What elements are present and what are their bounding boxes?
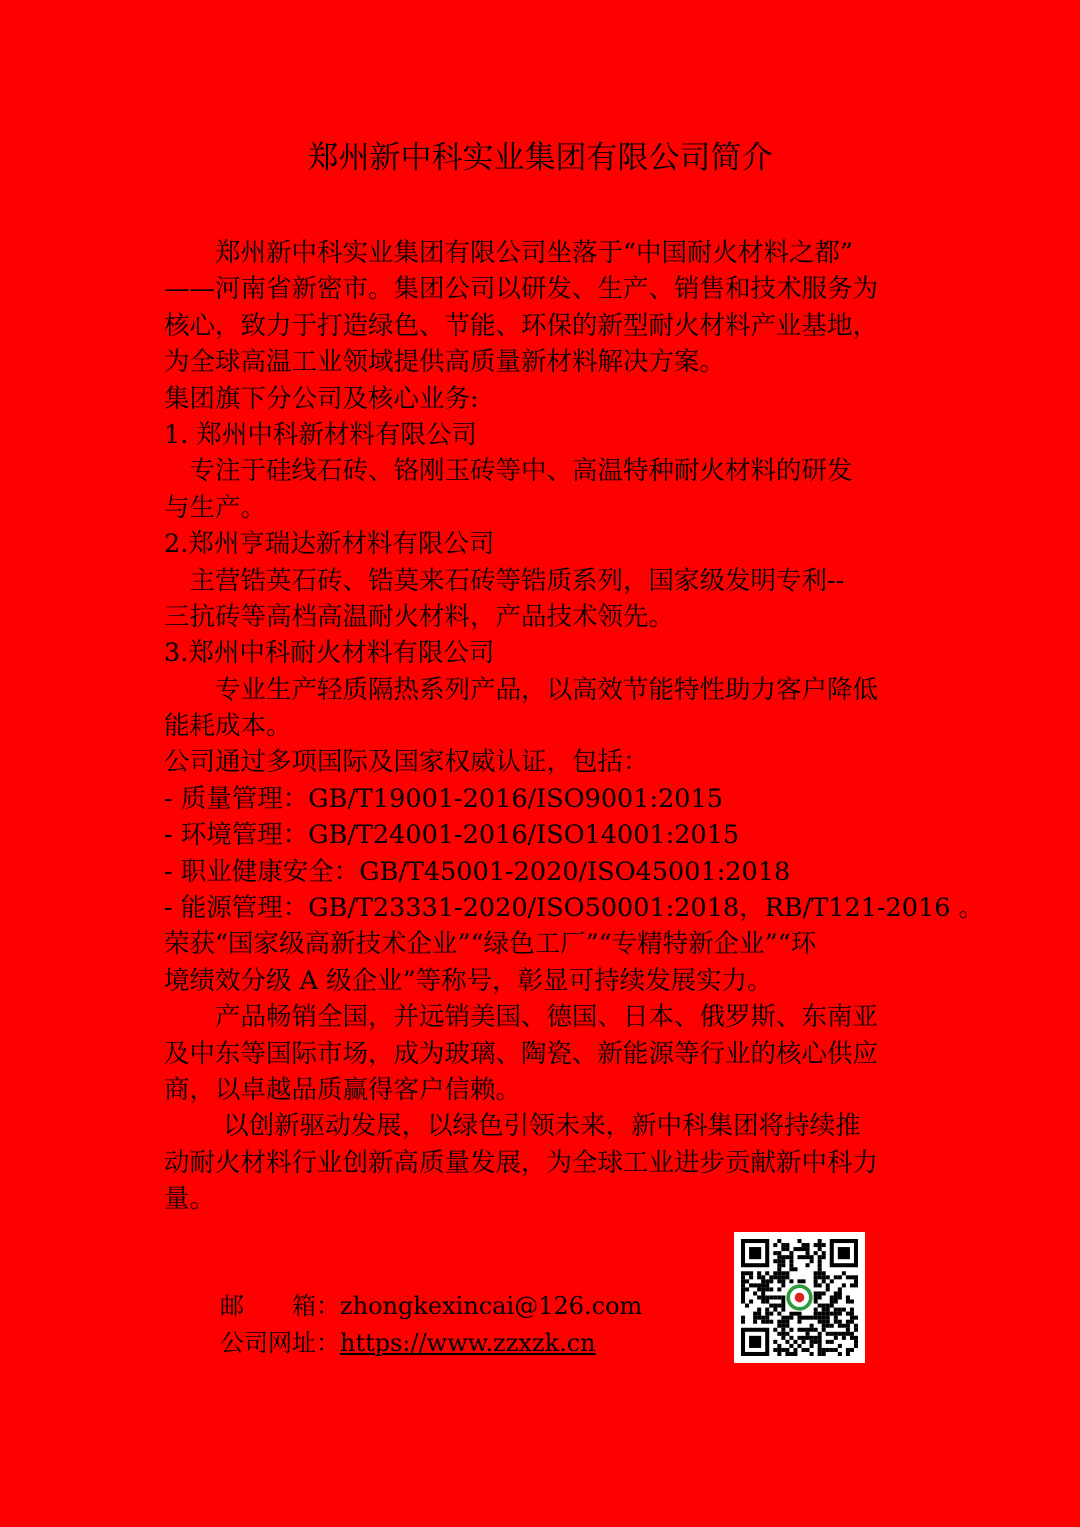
text-line: 三抗砖等高档高温耐火材料，产品技术领先。 bbox=[164, 601, 675, 632]
page-title: 郑州新中科实业集团有限公司简介 bbox=[307, 140, 773, 176]
company-1-heading: 1. 郑州中科新材料有限公司 bbox=[164, 419, 477, 450]
email-link[interactable]: zhongkexincai@126.com bbox=[340, 1292, 643, 1320]
certification-item: - 职业健康安全：GB/T45001-2020/ISO45001:2018 bbox=[164, 856, 791, 887]
certification-item: - 环境管理：GB/T24001-2016/ISO14001:2015 bbox=[164, 820, 740, 851]
intro-body bbox=[164, 235, 985, 1218]
text-line: 能耗成本。 bbox=[164, 711, 292, 742]
text-line: 郑州新中科实业集团有限公司坐落于“中国耐火材料之都” bbox=[164, 238, 854, 268]
text-line: 境绩效分级 A 级企业”等称号，彰显可持续发展实力。 bbox=[164, 965, 773, 996]
text-line: ——河南省新密市。集团公司以研发、生产、销售和技术服务为 bbox=[164, 274, 879, 305]
text-line: 与生产。 bbox=[164, 492, 267, 523]
certification-heading: 公司通过多项国际及国家权威认证，包括： bbox=[164, 747, 649, 778]
company-2-heading: 2.郑州亨瑞达新材料有限公司 bbox=[164, 529, 495, 560]
certification-item: - 质量管理：GB/T19001-2016/ISO9001:2015 bbox=[164, 783, 723, 814]
contact-block bbox=[220, 1288, 642, 1361]
qr-code bbox=[734, 1232, 865, 1363]
text-line: 主营锆英石砖、锆莫来石砖等锆质系列，国家级发明专利-- bbox=[164, 565, 845, 596]
text-line: 及中东等国际市场，成为玻璃、陶瓷、新能源等行业的核心供应 bbox=[164, 1038, 879, 1069]
email-row bbox=[220, 1288, 642, 1325]
website-link[interactable]: https://www.zzxzk.cn bbox=[340, 1328, 596, 1357]
email-label: 邮 箱： bbox=[220, 1292, 340, 1320]
section-heading: 集团旗下分公司及核心业务: bbox=[164, 383, 479, 414]
website-label: 公司网址： bbox=[220, 1328, 340, 1357]
text-line: 专注于硅线石砖、铬刚玉砖等中、高温特种耐火材料的研发 bbox=[164, 456, 853, 487]
text-line: 量。 bbox=[164, 1184, 216, 1215]
text-line: 为全球高温工业领域提供高质量新材料解决方案。 bbox=[164, 347, 726, 378]
text-line: 专业生产轻质隔热系列产品，以高效节能特性助力客户降低 bbox=[164, 674, 879, 705]
text-line: 动耐火材料行业创新高质量发展，为全球工业进步贡献新中科力 bbox=[164, 1147, 879, 1178]
certification-item: - 能源管理：GB/T23331-2020/ISO50001:2018，RB/T121-2016 。 bbox=[164, 893, 985, 924]
text-line: 核心，致力于打造绿色、节能、环保的新型耐火材料产业基地， bbox=[164, 310, 879, 341]
text-line: 产品畅销全国，并远销美国、德国、日本、俄罗斯、东南亚 bbox=[164, 1002, 879, 1033]
text-line: 荣获“国家级高新技术企业”“绿色工厂”“专精特新企业”“环 bbox=[164, 929, 817, 960]
text-line: 商，以卓越品质赢得客户信赖。 bbox=[164, 1074, 522, 1105]
qr-code-icon bbox=[741, 1239, 858, 1356]
text-line: 以创新驱动发展，以绿色引领未来，新中科集团将持续推 bbox=[164, 1111, 861, 1142]
website-row bbox=[220, 1325, 642, 1362]
company-3-heading: 3.郑州中科耐火材料有限公司 bbox=[164, 638, 495, 669]
